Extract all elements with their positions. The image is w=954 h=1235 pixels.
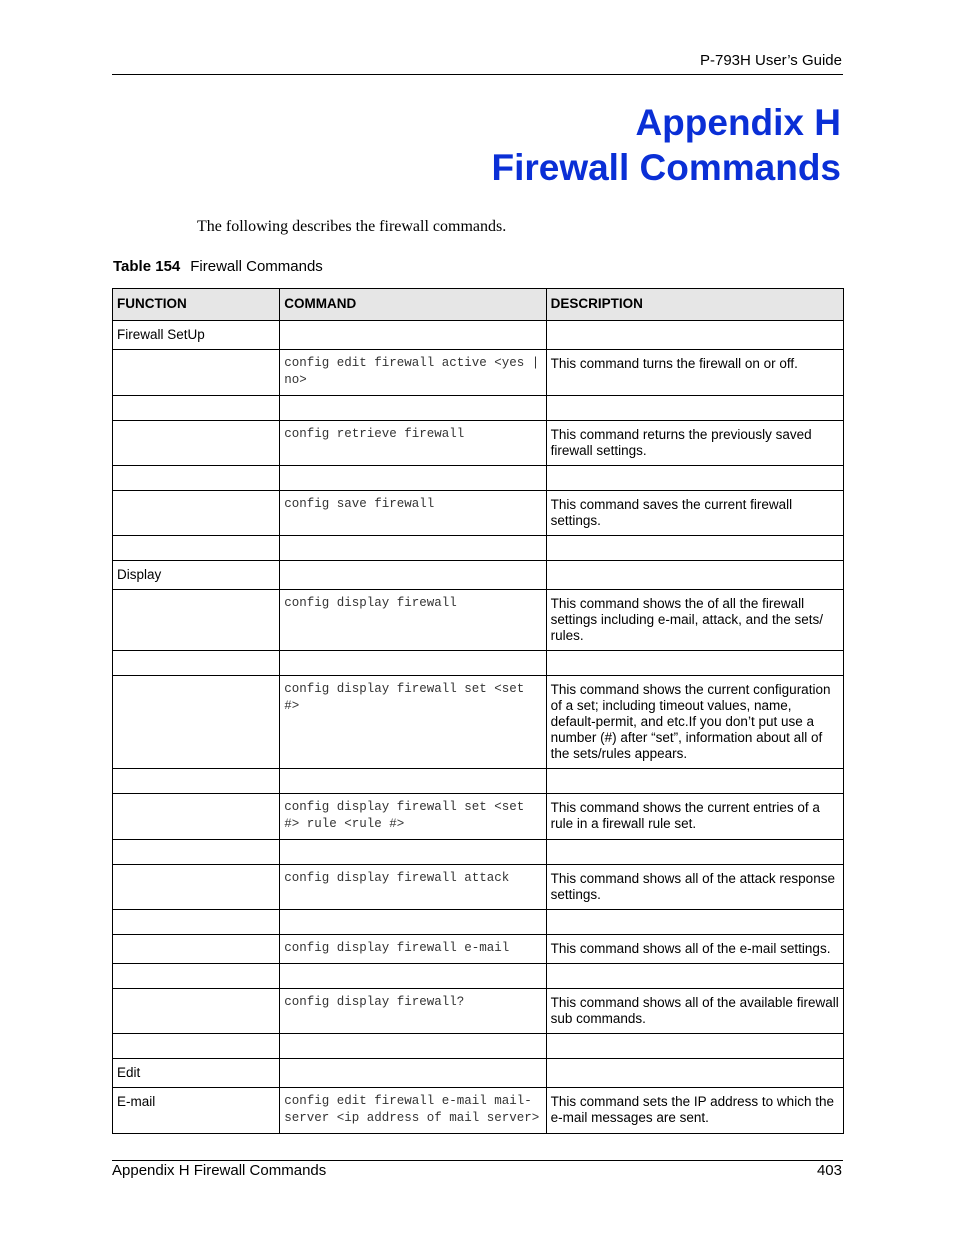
table-body bbox=[113, 321, 844, 1134]
description-cell: This command sets the IP address to which the e-mail messages are sent. bbox=[546, 1088, 843, 1134]
table-caption bbox=[113, 258, 323, 275]
command-cell bbox=[280, 769, 546, 794]
description-cell bbox=[546, 466, 843, 491]
function-cell bbox=[113, 590, 280, 651]
command-cell bbox=[280, 1059, 546, 1088]
table-row bbox=[113, 491, 844, 536]
table-row bbox=[113, 794, 844, 840]
function-cell bbox=[113, 651, 280, 676]
table-row bbox=[113, 769, 844, 794]
command-cell: config save firewall bbox=[280, 491, 546, 536]
command-cell bbox=[280, 910, 546, 935]
command-cell bbox=[280, 651, 546, 676]
function-cell: E-mail bbox=[113, 1088, 280, 1134]
description-cell bbox=[546, 769, 843, 794]
function-cell bbox=[113, 350, 280, 396]
description-cell: This command returns the previously saved firewall settings. bbox=[546, 421, 843, 466]
description-cell bbox=[546, 651, 843, 676]
description-cell bbox=[546, 1059, 843, 1088]
firewall-commands-table bbox=[112, 288, 844, 1134]
header-rule bbox=[112, 74, 843, 75]
function-cell bbox=[113, 536, 280, 561]
page-title bbox=[491, 100, 841, 190]
table-row bbox=[113, 1034, 844, 1059]
command-cell bbox=[280, 1034, 546, 1059]
function-cell bbox=[113, 421, 280, 466]
description-cell: This command saves the current firewall settings. bbox=[546, 491, 843, 536]
title-line-2: Firewall Commands bbox=[491, 147, 841, 188]
function-cell bbox=[113, 396, 280, 421]
description-cell bbox=[546, 1034, 843, 1059]
table-row bbox=[113, 536, 844, 561]
table-row bbox=[113, 676, 844, 769]
description-cell: This command turns the firewall on or off. bbox=[546, 350, 843, 396]
intro-paragraph: The following describes the firewall commands. bbox=[197, 218, 507, 235]
table-row bbox=[113, 964, 844, 989]
command-cell: config display firewall attack bbox=[280, 865, 546, 910]
function-cell bbox=[113, 769, 280, 794]
function-cell bbox=[113, 989, 280, 1034]
description-cell bbox=[546, 536, 843, 561]
command-cell: config display firewall set <set #> rule <rule #> bbox=[280, 794, 546, 840]
description-cell: This command shows the current entries of a rule in a firewall rule set. bbox=[546, 794, 843, 840]
table-row bbox=[113, 396, 844, 421]
command-cell bbox=[280, 561, 546, 590]
command-cell: config edit firewall e-mail mail-server <ip address of mail server> bbox=[280, 1088, 546, 1134]
description-cell: This command shows the of all the firewall settings including e-mail, attack, and the sets/ rules. bbox=[546, 590, 843, 651]
function-cell bbox=[113, 794, 280, 840]
function-cell: Display bbox=[113, 561, 280, 590]
command-cell bbox=[280, 321, 546, 350]
command-cell bbox=[280, 536, 546, 561]
function-cell bbox=[113, 865, 280, 910]
function-cell bbox=[113, 964, 280, 989]
command-cell bbox=[280, 964, 546, 989]
footer-title: Appendix H Firewall Commands bbox=[112, 1162, 327, 1179]
table-row bbox=[113, 989, 844, 1034]
description-cell: This command shows all of the available firewall sub commands. bbox=[546, 989, 843, 1034]
description-cell: This command shows the current configuration of a set; including timeout values, name, default-permit, and etc.If you don’t put use a number (#) after “set”, information about all of the sets/rules appears. bbox=[546, 676, 843, 769]
function-cell bbox=[113, 1034, 280, 1059]
table-row bbox=[113, 865, 844, 910]
table-header-row bbox=[113, 289, 844, 321]
table-row bbox=[113, 321, 844, 350]
table-row bbox=[113, 590, 844, 651]
function-cell: Edit bbox=[113, 1059, 280, 1088]
header-description: DESCRIPTION bbox=[546, 289, 843, 321]
command-cell: config display firewall? bbox=[280, 989, 546, 1034]
header-function: FUNCTION bbox=[113, 289, 280, 321]
description-cell bbox=[546, 561, 843, 590]
table-row bbox=[113, 421, 844, 466]
function-cell: Firewall SetUp bbox=[113, 321, 280, 350]
description-cell bbox=[546, 910, 843, 935]
header-command: COMMAND bbox=[280, 289, 546, 321]
command-cell: config display firewall set <set #> bbox=[280, 676, 546, 769]
table-row bbox=[113, 1088, 844, 1134]
table-row bbox=[113, 935, 844, 964]
description-cell bbox=[546, 321, 843, 350]
function-cell bbox=[113, 491, 280, 536]
function-cell bbox=[113, 935, 280, 964]
title-line-1: Appendix H bbox=[635, 102, 841, 143]
command-cell: config display firewall e-mail bbox=[280, 935, 546, 964]
description-cell: This command shows all of the attack response settings. bbox=[546, 865, 843, 910]
table-row bbox=[113, 1059, 844, 1088]
footer-rule bbox=[112, 1160, 843, 1161]
function-cell bbox=[113, 676, 280, 769]
table-row bbox=[113, 651, 844, 676]
description-cell bbox=[546, 964, 843, 989]
command-cell: config edit firewall active <yes | no> bbox=[280, 350, 546, 396]
command-cell: config display firewall bbox=[280, 590, 546, 651]
table-caption-text: Firewall Commands bbox=[190, 258, 323, 275]
function-cell bbox=[113, 840, 280, 865]
table-row bbox=[113, 840, 844, 865]
command-cell: config retrieve firewall bbox=[280, 421, 546, 466]
command-cell bbox=[280, 840, 546, 865]
description-cell bbox=[546, 840, 843, 865]
description-cell: This command shows all of the e-mail settings. bbox=[546, 935, 843, 964]
table-caption-number: Table 154 bbox=[113, 258, 181, 275]
description-cell bbox=[546, 396, 843, 421]
table-row bbox=[113, 910, 844, 935]
command-cell bbox=[280, 466, 546, 491]
running-header: P-793H User’s Guide bbox=[699, 52, 842, 69]
table-row bbox=[113, 466, 844, 491]
table-row bbox=[113, 561, 844, 590]
function-cell bbox=[113, 466, 280, 491]
table-row bbox=[113, 350, 844, 396]
command-cell bbox=[280, 396, 546, 421]
page-number: 403 bbox=[816, 1162, 842, 1179]
function-cell bbox=[113, 910, 280, 935]
